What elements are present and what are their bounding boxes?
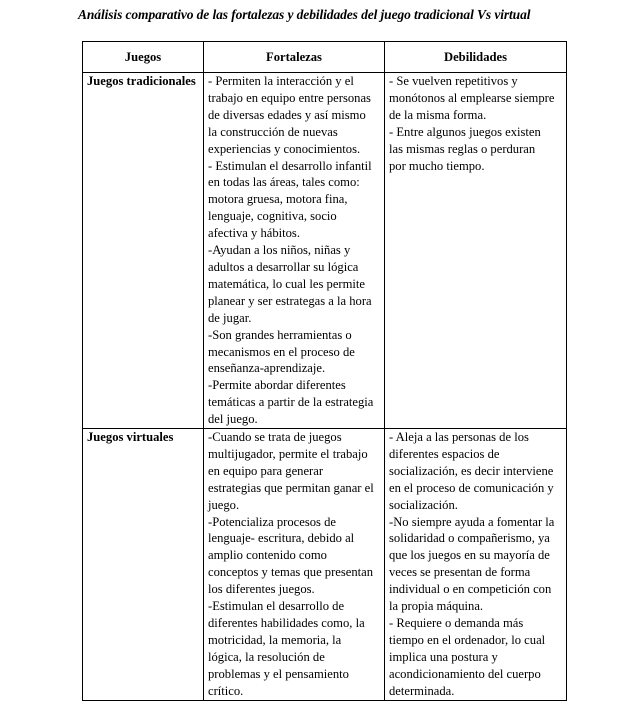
cell-text-line: crítico. [208, 683, 244, 698]
debilidades-cell [385, 73, 567, 429]
cell-text-line: multijugador, permite el trabajo [208, 446, 368, 461]
table-header-row [83, 42, 567, 73]
cell-text-line: por mucho tiempo. [389, 158, 485, 173]
cell-text-line: -Ayudan a los niños, niñas y [208, 243, 351, 258]
cell-text-line: estrategias que permitan ganar el [208, 480, 374, 495]
cell-text-line: la construcción de nuevas [208, 124, 338, 139]
cell-text-line: enseñanza-aprendizaje. [208, 361, 326, 376]
cell-text-line: -Potencializa procesos de [208, 514, 336, 529]
comparison-table [82, 41, 567, 701]
cell-text-line: afectiva y hábitos. [208, 226, 300, 241]
cell-text-line: implica una postura y [389, 649, 498, 664]
header-juegos: Juegos [83, 42, 204, 73]
cell-text-line: - Se vuelven repetitivos y [389, 74, 518, 88]
cell-text-line: en equipo para generar [208, 463, 324, 478]
cell-text-line: - Aleja a las personas de los [389, 430, 529, 445]
cell-text-line: del juego. [208, 412, 258, 427]
cell-text-line: - Estimulan el desarrollo infantil [208, 158, 372, 173]
cell-text-line: motora gruesa, motora fina, [208, 192, 348, 207]
cell-text-line: las mismas reglas o perduran [389, 141, 536, 156]
row-game-type: Juegos tradicionales [83, 73, 204, 429]
cell-text-line: lenguaje- escritura, debido al [208, 531, 355, 546]
cell-text-line: planear y ser estrategas a la hora [208, 293, 372, 308]
cell-text-line: de la misma forma. [389, 107, 487, 122]
cell-text-line: - Requiere o demanda más [389, 616, 524, 630]
cell-text-line: monótonos al emplearse siempre [389, 90, 555, 105]
row-game-type: Juegos virtuales [83, 429, 204, 701]
cell-text-line: determinada. [389, 683, 455, 698]
document-title: Análisis comparativo de las fortalezas y debilidades del juego tradicional Vs virtual [78, 7, 531, 22]
cell-text-line: trabajo en equipo entre personas [208, 90, 371, 105]
fortalezas-cell [204, 73, 385, 429]
cell-text-line: diferentes espacios de [389, 446, 500, 461]
cell-text-line: adultos a desarrollar su lógica [208, 259, 359, 274]
cell-text-line: amplio contenido como [208, 548, 327, 563]
debilidades-cell [385, 429, 567, 701]
cell-text-line: juego. [208, 497, 240, 512]
cell-text-line: diferentes habilidades como, la [208, 616, 365, 630]
cell-text-line: veces se presentan de forma [389, 565, 531, 580]
cell-text-line: individual o en competición con [389, 582, 552, 597]
cell-text-line: -Permite abordar diferentes [208, 378, 346, 393]
cell-text-line: de jugar. [208, 310, 252, 325]
cell-text-line: acondicionamiento del cuerpo [389, 666, 541, 681]
cell-text-line: -Cuando se trata de juegos [208, 430, 342, 445]
cell-text-line: temáticas a partir de la estrategia [208, 395, 374, 410]
cell-text-line: experiencias y conocimientos. [208, 141, 361, 156]
cell-text-line: -Estimulan el desarrollo de [208, 599, 345, 614]
table-row [83, 429, 567, 701]
cell-text-line: -Son grandes herramientas o [208, 327, 352, 342]
cell-text-line: - Permiten la interacción y el [208, 74, 354, 88]
fortalezas-cell [204, 429, 385, 701]
cell-text-line: problemas y el pensamiento [208, 666, 349, 681]
header-debilidades: Debilidades [385, 42, 567, 73]
table-row [83, 73, 567, 429]
cell-text-line: lógica, la resolución de [208, 649, 325, 664]
cell-text-line: solidaridad o compañerismo, ya [389, 531, 550, 546]
cell-text-line: en el proceso de comunicación y [389, 480, 554, 495]
cell-text-line: de diversas edades y así mismo [208, 107, 366, 122]
cell-text-line: conceptos y temas que presentan [208, 565, 374, 580]
header-fortalezas: Fortalezas [204, 42, 385, 73]
cell-text-line: los diferentes juegos. [208, 582, 315, 597]
cell-text-line: motricidad, la memoria, la [208, 632, 342, 647]
cell-text-line: tiempo en el ordenador, lo cual [389, 632, 546, 647]
cell-text-line: mecanismos en el proceso de [208, 344, 355, 359]
cell-text-line: la propia máquina. [389, 599, 484, 614]
cell-text-line: -No siempre ayuda a fomentar la [389, 514, 555, 529]
cell-text-line: que los juegos en su mayoría de [389, 548, 550, 563]
cell-text-line: - Entre algunos juegos existen [389, 124, 541, 139]
cell-text-line: en todas las áreas, tales como: [208, 175, 360, 190]
cell-text-line: socialización. [389, 497, 458, 512]
cell-text-line: matemática, lo cual les permite [208, 276, 366, 291]
cell-text-line: lenguaje, cognitiva, socio [208, 209, 337, 224]
cell-text-line: socialización, es decir interviene [389, 463, 554, 478]
